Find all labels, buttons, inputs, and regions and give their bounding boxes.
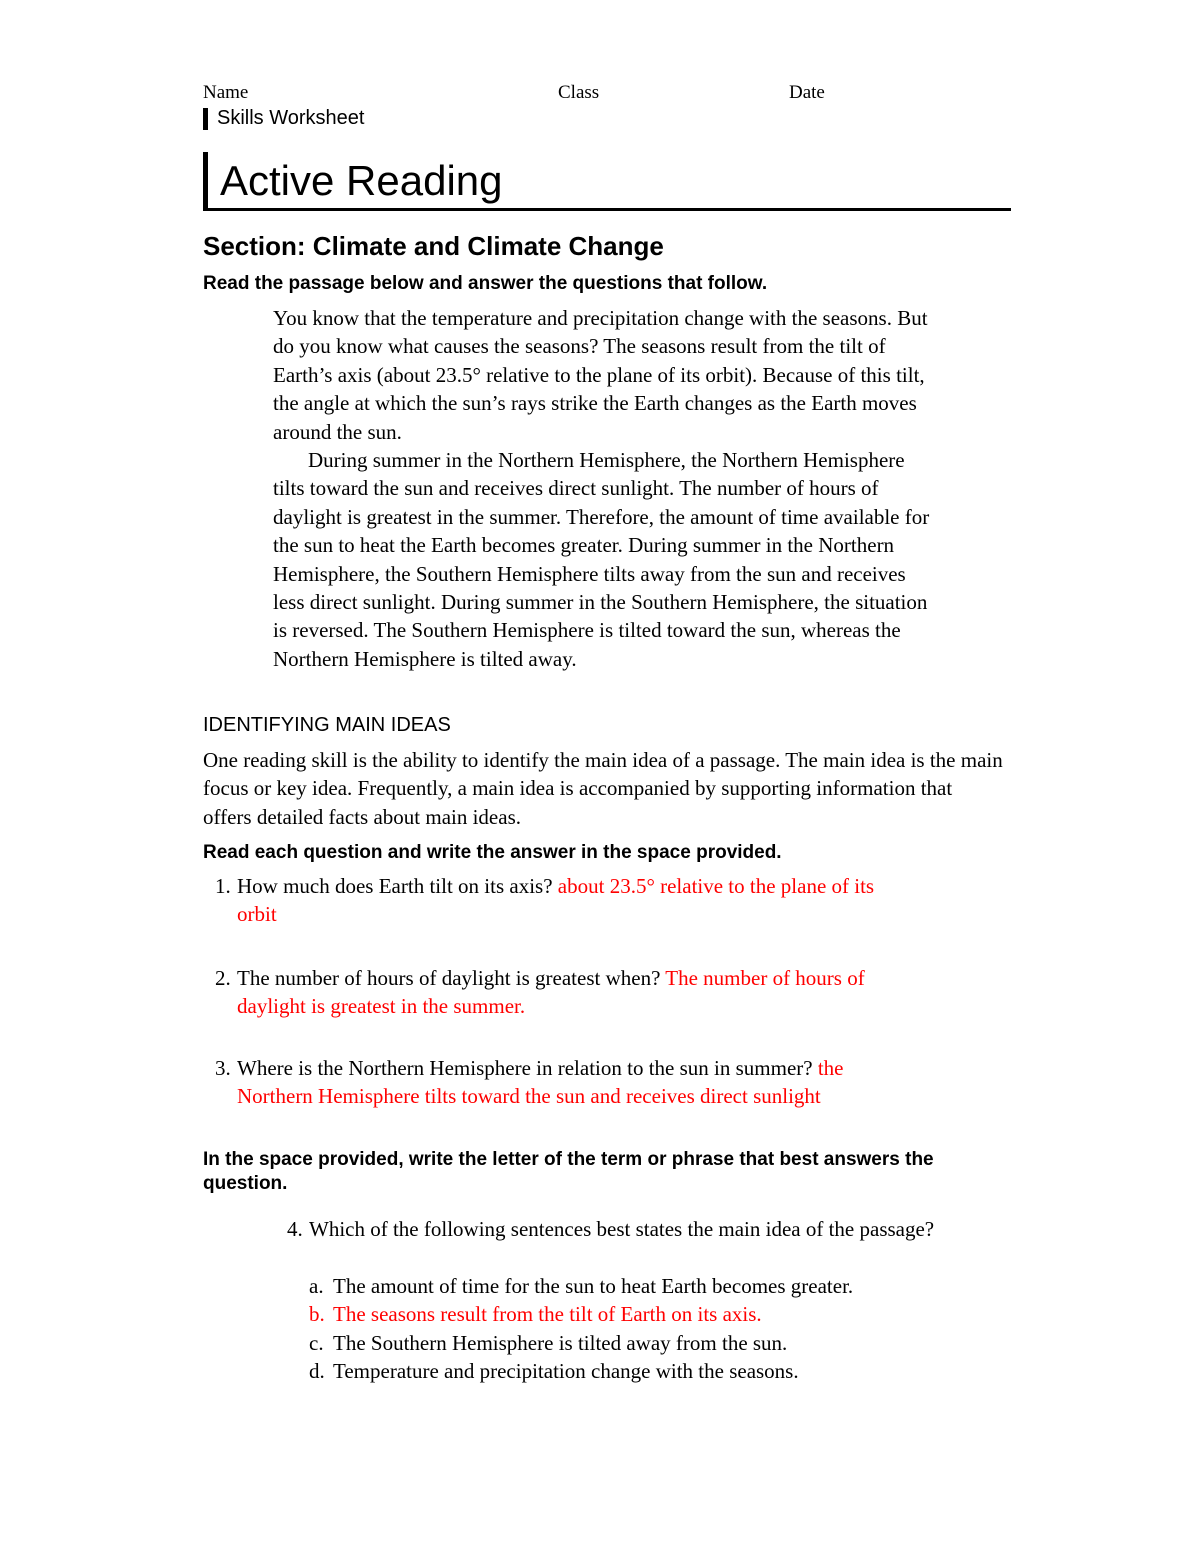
answer-text-continued: orbit [237,902,277,927]
question-1 [215,872,1015,932]
worksheet-type-bar [203,108,208,130]
passage-paragraph-1: You know that the temperature and precipitation change with the seasons. But do you know what causes the seasons? The seasons result from the tilt of Earth’s axis (about 23.5° relative to the plane of its orbit). Because of this tilt, the angle at which the sun’s rays strike the Earth changes as the Earth moves around the sun. [273,306,928,444]
question-3 [215,1054,1015,1114]
title-box [203,152,1011,211]
identifying-text: One reading skill is the ability to identify the main idea of a passage. The main idea is the main focus or key idea. Frequently, a main idea is accompanied by supporting information that offers detailed facts about main ideas. [203,748,1003,829]
question-4 [287,1215,987,1395]
option-text: The amount of time for the sun to heat Earth becomes greater. [333,1274,854,1298]
option-letter: c. [309,1331,324,1355]
question-text: Which of the following sentences best states the main idea of the passage? [309,1217,935,1241]
answer-text-continued: daylight is greatest in the summer. [237,994,526,1019]
passage-paragraph-2: During summer in the Northern Hemisphere, the Northern Hemisphere tilts toward the sun and receives direct sunlight. The number of hours of daylight is greatest in the summer. Therefore, the amount of time available for the sun to heat the Earth becomes greater. During summer in the Northern Hemisphere, the Southern Hemisphere tilts away from the sun and receives less direct sunlight. During summer in the Southern Hemisphere, the situation is reversed. The Southern Hemisphere is tilted toward the sun, whereas the Northern Hemisphere is tilted away. [273,448,930,671]
question-number: 3. [215,1056,231,1080]
worksheet-type [203,106,364,130]
answer-text-continued: Northern Hemisphere tilts toward the sun and receives direct sunlight [237,1084,821,1109]
page-title: Active Reading [220,157,503,204]
option-text: The seasons result from the tilt of Earth on its axis. [333,1302,762,1326]
option-letter: a. [309,1274,324,1298]
class-label: Class [558,82,600,103]
passage-instruction: Read the passage below and answer the questions that follow. [203,273,768,294]
reading-passage [273,304,933,673]
answer-text: the [817,1056,844,1080]
option-letter: d. [309,1359,325,1383]
question-number: 4. [287,1217,303,1241]
question-text: The number of hours of daylight is greatest when? [237,966,666,990]
question-text: Where is the Northern Hemisphere in relation to the sun in summer? [237,1056,818,1080]
identifying-heading: IDENTIFYING MAIN IDEAS [203,714,451,736]
question-number: 1. [215,874,231,898]
name-label: Name [203,82,249,103]
date-label: Date [789,82,825,103]
question-2 [215,964,1015,1024]
option-text: The Southern Hemisphere is tilted away from the sun. [333,1331,788,1355]
option-text: Temperature and precipitation change with the seasons. [333,1359,799,1383]
question-text: How much does Earth tilt on its axis? [237,874,558,898]
answer-text: about 23.5° relative to the plane of its [557,874,875,898]
section-title: Section: Climate and Climate Change [203,231,664,261]
question-number: 2. [215,966,231,990]
answer-text: The number of hours of [665,966,865,990]
questions-instruction: Read each question and write the answer in the space provided. [203,842,782,863]
worksheet-type-label: Skills Worksheet [217,107,365,129]
mc-instruction: In the space provided, write the letter of the term or phrase that best answers the question. [203,1149,934,1194]
option-letter: b. [309,1302,325,1326]
